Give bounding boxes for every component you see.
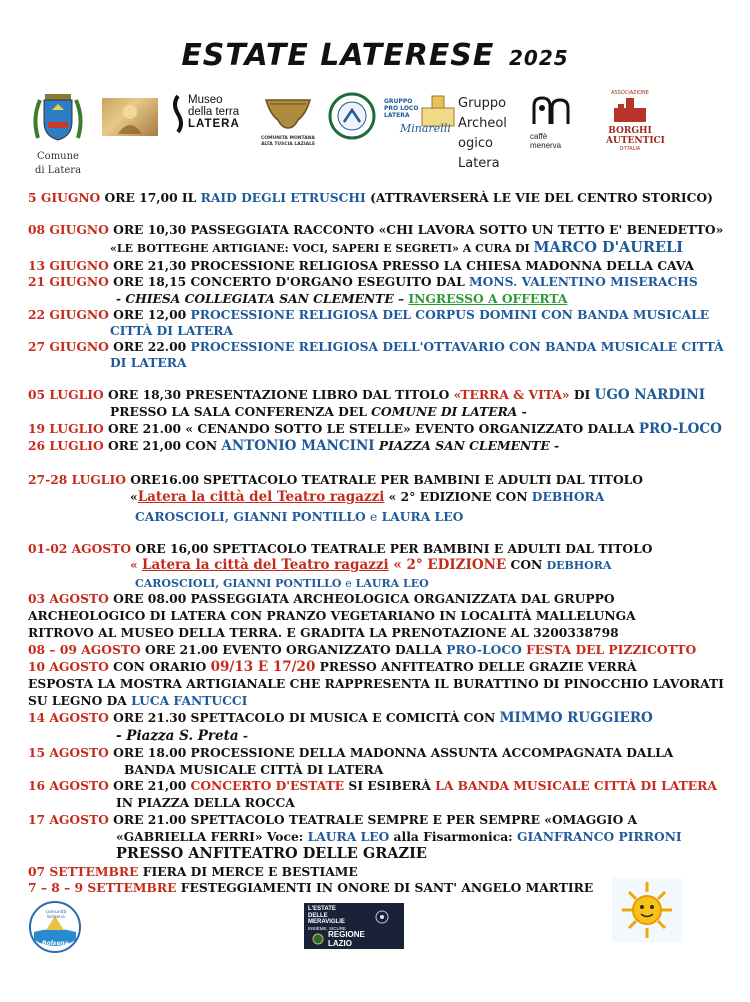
event-text: LAURA LEO (307, 829, 390, 844)
borghi-line-1: ASSOCIAZIONE (611, 90, 649, 96)
event-line (28, 222, 723, 238)
event-date: 10 AGOSTO (28, 659, 109, 674)
proloco-logo (384, 90, 466, 135)
event-text: ESPOSTA LA MOSTRA ARTIGIANALE CHE RAPPRESENTA IL BURATTINO DI PINOCCHIO LAVORATI (28, 676, 724, 691)
borghi-autentici-logo (606, 90, 665, 152)
event-line (28, 642, 696, 658)
proloco-script: Minarelli (400, 122, 451, 135)
event-line (116, 795, 295, 811)
event-text: IN PIAZZA DELLA ROCCA (116, 795, 295, 810)
painting-icon (102, 98, 158, 136)
event-date: 17 AGOSTO (28, 812, 109, 827)
event-line (28, 472, 643, 488)
borghi-line-2: BORGHI (608, 126, 652, 136)
event-text: MARCO D'AURELI (533, 239, 684, 256)
event-text: ORE 22.00 (108, 339, 191, 354)
sponsor-logos (28, 88, 728, 188)
event-text: LUCA FANTUCCI (131, 693, 248, 708)
association-circle-logo (328, 92, 376, 144)
event-text: LAURA LEO (351, 577, 429, 590)
event-line (110, 240, 683, 257)
event-line (28, 387, 705, 403)
proloco-line-2: PRO LOCO (384, 105, 419, 112)
event-line (110, 323, 233, 339)
event-date: 15 AGOSTO (28, 745, 109, 760)
event-text: FESTEGGIAMENTI IN ONORE DI SANT' ANGELO MARTIRE (176, 880, 594, 895)
event-date: 14 AGOSTO (28, 710, 109, 725)
event-text: CON ORARIO (108, 659, 211, 674)
event-text: e (370, 510, 378, 524)
event-text: PRESSO ANFITEATRO DELLE GRAZIE VERRÀ (315, 659, 637, 674)
event-line (28, 608, 636, 624)
event-text: PRO-LOCO (638, 421, 722, 437)
event-text: PRESSO LA SALA CONFERENZA DEL (110, 404, 372, 419)
event-date: 01-02 AGOSTO (28, 541, 132, 556)
event-text: « 2° EDIZIONE CON (384, 489, 532, 504)
event-text: PROCESSIONE RELIGIOSA DELL'OTTAVARIO CON BANDA MUSICALE CITTÀ (190, 339, 724, 354)
event-line (28, 190, 713, 206)
event-text: CON (506, 557, 547, 572)
bolsena-logo (28, 900, 82, 958)
event-text: BANDA MUSICALE CITTÀ DI LATERA (124, 762, 384, 777)
event-text: SU LEGNO DA (28, 693, 132, 708)
bolsena-line-2: Bolsena (42, 940, 69, 947)
event-text: (ATTRAVERSERÀ LE VIE DEL CENTRO STORICO) (365, 190, 713, 205)
event-text: ORE 21.00 « CENANDO SOTTO LE STELLE» EVENTO ORGANIZZATO DALLA (103, 421, 639, 436)
caffe-line-2: menerva (530, 141, 562, 150)
gruppo-line-2: Archeol (458, 116, 507, 131)
gruppo-archeologico-logo (458, 94, 518, 174)
event-text: ORE 21,30 PROCESSIONE RELIGIOSA PRESSO LA CHIESA MADONNA DELLA CAVA (108, 258, 694, 273)
comunita-montana-logo (258, 92, 318, 148)
event-text: ORE 08.00 PASSEGGIATA ARCHEOLOGICA ORGANIZZATA DAL GRUPPO (108, 591, 615, 606)
event-date: 05 LUGLIO (28, 387, 104, 402)
caffe-menerva-logo (530, 96, 580, 150)
painting-logo (102, 98, 158, 136)
event-text: « 2° EDIZIONE (388, 557, 507, 573)
event-text: GIANFRANCO PIRRONI (517, 829, 682, 844)
event-text: « (130, 557, 142, 572)
event-text: e (345, 577, 352, 590)
gruppo-line-1: Gruppo (458, 96, 507, 111)
event-line (116, 728, 248, 744)
event-text: DEBHORA (531, 489, 605, 504)
comune-logo (28, 88, 88, 178)
event-line (130, 489, 604, 505)
gruppo-line-3: ogico (458, 136, 493, 151)
lazio-line-6: LAZIO (328, 938, 352, 948)
event-text: SI ESIBERÀ (344, 778, 436, 793)
event-text: - (238, 728, 249, 743)
event-line (28, 693, 247, 709)
regione-lazio-logo (304, 903, 404, 949)
event-line (28, 339, 724, 355)
event-text: alla Fisarmonica: (389, 829, 517, 844)
museo-line-3: LATERA (188, 118, 240, 130)
lazio-line-4: INSIEME, SICURE (308, 925, 347, 931)
event-date: 03 AGOSTO (28, 591, 109, 606)
event-text: CONCERTO D'ESTATE (190, 778, 345, 793)
event-text: - (549, 438, 560, 453)
event-text: ORE16.00 SPETTACOLO TEATRALE PER BAMBINI E ADULTI DAL TITOLO (125, 472, 644, 487)
event-text: DI (569, 387, 595, 402)
lazio-line-2: DELLE (308, 912, 328, 919)
museo-icon (170, 94, 186, 134)
event-text: LA BANDA MUSICALE CITTÀ DI LATERA (435, 778, 717, 793)
event-text: ORE 21.30 SPETTACOLO DI MUSICA E COMICITÀ CON (108, 710, 500, 725)
event-text: MONS. VALENTINO MISERACHS (469, 274, 698, 289)
event-date: 5 GIUGNO (28, 190, 101, 205)
event-text: PROCESSIONE RELIGIOSA DEL CORPUS DOMINI CON BANDA MUSICALE (190, 307, 710, 322)
lazio-line-5: REGIONE (328, 930, 365, 939)
caffe-line-1: caffè (530, 132, 548, 141)
event-date: 16 AGOSTO (28, 778, 109, 793)
borghi-line-4: D'ITALIA (619, 146, 641, 152)
proloco-line-1: GRUPPO (384, 98, 413, 105)
event-line (28, 591, 615, 607)
comune-crest-icon (28, 88, 88, 146)
bolsena-line-1: comunità bolsena (45, 910, 67, 920)
title-year: 2025 (509, 46, 569, 70)
event-line (28, 710, 653, 726)
event-line (28, 676, 724, 692)
title-text: ESTATE LATERESE (181, 38, 495, 73)
event-text: ARCHEOLOGICO DI LATERA CON PRANZO VEGETARIANO IN LOCALITÀ MALLELUNGA (28, 608, 636, 623)
proloco-line-3: LATERA (384, 112, 410, 119)
event-text: PRESSO ANFITEATRO DELLE GRAZIE (116, 845, 427, 862)
borghi-line-3: AUTENTICI (606, 136, 665, 146)
event-text: ANTONIO MANCINI (221, 438, 375, 454)
event-line (28, 778, 717, 794)
event-line (28, 880, 593, 896)
museo-line-2: della terra (188, 106, 240, 118)
event-text: CAROSCIOLI, GIANNI PONTILLO (135, 509, 371, 524)
event-date: 08 – 09 AGOSTO (28, 642, 141, 657)
event-date: 27-28 LUGLIO (28, 472, 126, 487)
event-date: 08 GIUGNO (28, 222, 109, 237)
event-line (124, 762, 383, 778)
event-text: 09/13 E 17/20 (210, 659, 316, 675)
event-line (28, 659, 637, 675)
event-line (28, 274, 698, 290)
event-line (135, 575, 429, 592)
event-line (28, 745, 673, 761)
event-text: - CHIESA COLLEGIATA SAN CLEMENTE – (116, 291, 409, 306)
runner-badge-icon (328, 92, 376, 140)
museo-logo (170, 94, 250, 134)
event-text: ORE 18.00 PROCESSIONE DELLA MADONNA ASSUNTA ACCOMPAGNATA DALLA (108, 745, 674, 760)
event-date: 13 GIUGNO (28, 258, 109, 273)
event-text: ORE 17,00 IL (100, 190, 201, 205)
event-line (28, 421, 722, 437)
event-line (130, 557, 611, 574)
event-date: 26 LUGLIO (28, 438, 104, 453)
event-text: ORE 18,15 CONCERTO D'ORGANO ESEGUITO DAL (108, 274, 470, 289)
event-text: ORE 21.00 EVENTO ORGANIZZATO DALLA (140, 642, 447, 657)
event-line (28, 307, 709, 323)
lazio-emblem-icon (312, 933, 324, 945)
event-text: UGO NARDINI (594, 387, 706, 403)
event-text: «GABRIELLA FERRI» Voce: (116, 829, 308, 844)
event-date: 22 GIUGNO (28, 307, 109, 322)
event-text: «LE BOTTEGHE ARTIGIANE: VOCI, SAPERI E SEGRETI» A CURA DI (110, 242, 534, 255)
event-text: Latera la città del Teatro ragazzi (141, 557, 389, 573)
village-icon (610, 96, 650, 122)
event-text: PRO-LOCO (446, 642, 522, 657)
event-text: ORE 10,30 PASSEGGIATA RACCONTO «CHI LAVORA SOTTO UN TETTO E' BENEDETTO» (108, 222, 724, 237)
event-text: ORE 21,00 CON (103, 438, 222, 453)
comune-label-1: Comune (37, 151, 79, 162)
event-text: RITROVO AL MUSEO DELLA TERRA. E GRADITA LA PRENOTAZIONE AL 3200338798 (28, 625, 619, 640)
event-date: 07 SETTEMBRE (28, 864, 139, 879)
event-text: « (130, 489, 138, 504)
event-line (110, 355, 187, 371)
museo-line-1: Museo (188, 94, 223, 106)
event-line (110, 404, 527, 420)
lazio-line-1: L'ESTATE (308, 906, 336, 912)
vase-icon (260, 92, 316, 132)
event-line (28, 438, 559, 454)
event-text: ORE 16,00 SPETTACOLO TEATRALE PER BAMBINI E ADULTI DAL TITOLO (131, 541, 653, 556)
event-text: CITTÀ DI LATERA (110, 323, 234, 338)
sun-logo (612, 878, 682, 942)
event-text: - (517, 404, 527, 419)
event-text: ORE 21.00 SPETTACOLO TEATRALE SEMPRE E PER SEMPRE «OMAGGIO A (108, 812, 638, 827)
event-line (28, 541, 652, 557)
sun-icon (612, 878, 682, 942)
owl-icon (530, 96, 574, 128)
event-text: INGRESSO A OFFERTA (408, 291, 568, 306)
event-date: 19 LUGLIO (28, 421, 104, 436)
event-date: 7 – 8 – 9 SETTEMBRE (28, 880, 177, 895)
event-text: «TERRA & VITA» (453, 387, 570, 402)
gruppo-line-4: Latera (458, 156, 500, 171)
event-line (28, 258, 694, 274)
event-text: ORE 12,00 (108, 307, 191, 322)
event-text: ORE 18,30 PRESENTAZIONE LIBRO DAL TITOLO (103, 387, 454, 402)
event-text: FIERA DI MERCE E BESTIAME (138, 864, 358, 879)
event-line (28, 812, 637, 828)
event-text: DEBHORA (546, 559, 612, 572)
event-line (28, 864, 358, 880)
event-date: 27 GIUGNO (28, 339, 109, 354)
event-text: ORE 21,00 (108, 778, 191, 793)
event-text: PIAZZA SAN CLEMENTE (374, 438, 550, 453)
fireworks-icon (364, 907, 400, 927)
event-line (28, 625, 619, 641)
event-line (135, 509, 463, 525)
event-line (116, 291, 567, 307)
event-text: MIMMO RUGGIERO (499, 710, 653, 726)
event-text: CAROSCIOLI, GIANNI PONTILLO (135, 577, 346, 590)
comune-label-2: di Latera (34, 165, 82, 176)
event-date: 21 GIUGNO (28, 274, 109, 289)
event-line (116, 846, 427, 862)
event-text: DI LATERA (110, 355, 187, 370)
poster-title (0, 38, 750, 73)
event-text: Latera la città del Teatro ragazzi (137, 489, 385, 505)
event-text: RAID DEGLI ETRUSCHI (200, 190, 366, 205)
event-text: COMUNE DI LATERA (371, 404, 518, 419)
event-text: - Piazza S. Preta (116, 728, 239, 744)
comunita-label: COMUNITA MONTANA ALTA TUSCIA LAZIALE (260, 136, 316, 147)
lazio-line-3: MERAVIGLIE (308, 919, 345, 925)
event-text: LAURA LEO (377, 509, 464, 524)
event-text: FESTA DEL PIZZICOTTO (526, 642, 697, 657)
event-line (116, 829, 682, 845)
